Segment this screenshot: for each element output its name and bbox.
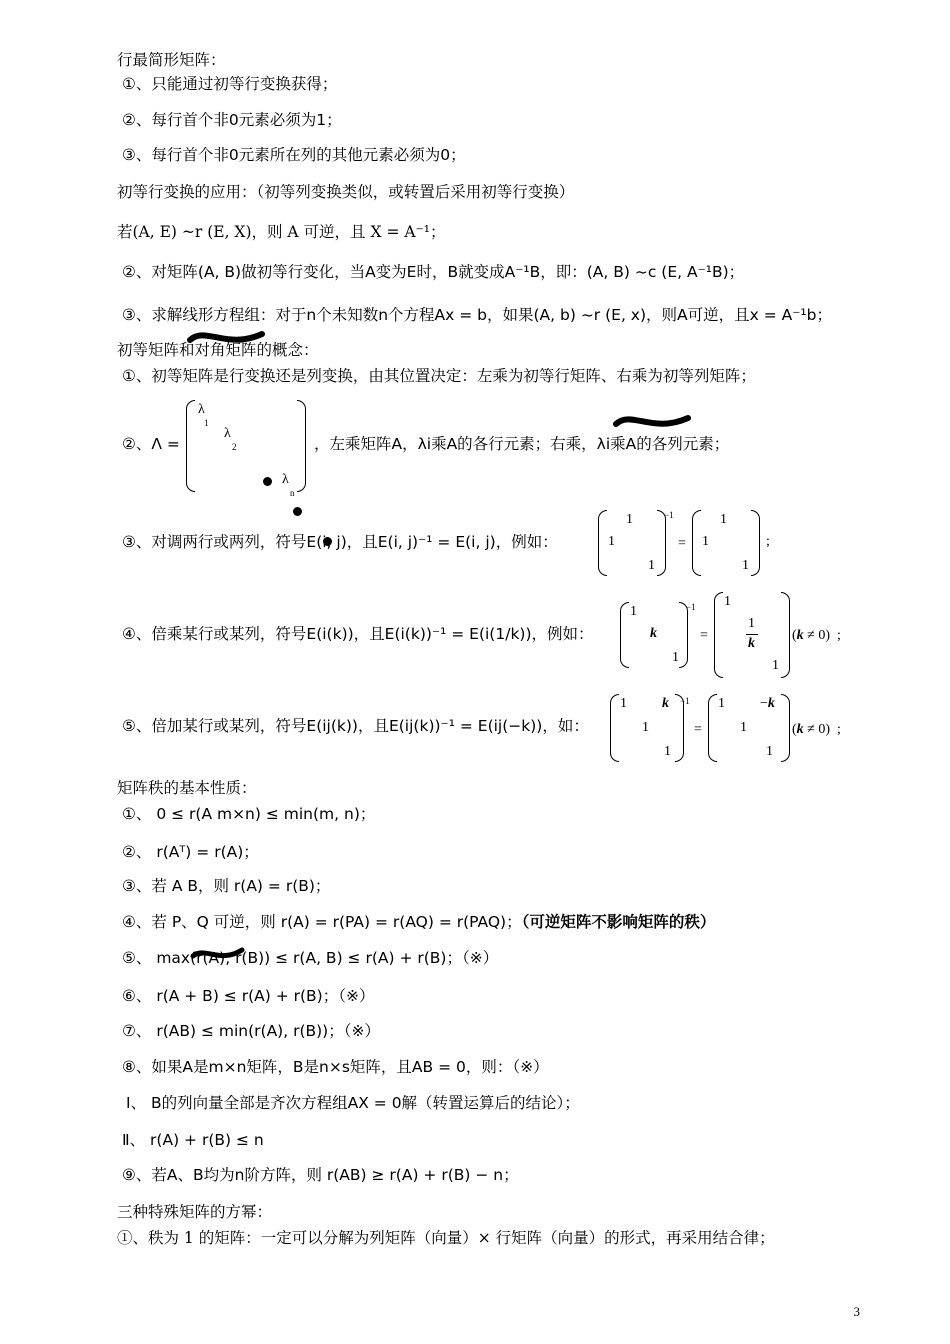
list-item: ①、 0 ≤ r(A m×n) ≤ min(m, n)； bbox=[122, 805, 376, 823]
list-item: ⑦、 r(AB) ≤ min(r(A), r(B))；（※） bbox=[122, 1022, 380, 1040]
list-item: 若(A, E) ~r (E, X)，则 A 可逆，且 X = A⁻¹； bbox=[117, 223, 446, 241]
add-matrix: 1 k 1 1 bbox=[610, 694, 684, 762]
list-item: ⑤、倍加某行或某列，符号E(ij(k))，且E(ij(k))⁻¹ = E(ij(−k))，如： bbox=[122, 717, 589, 735]
list-item: ②、 r(Aᵀ) = r(A)； bbox=[122, 843, 259, 861]
list-item bbox=[122, 912, 715, 932]
bold-note: （可逆矩阵不影响矩阵的秩） bbox=[521, 913, 716, 931]
list-item: ⑥、 r(A + B) ≤ r(A) + r(B)；（※） bbox=[122, 987, 375, 1005]
list-item: ③、每行首个非0元素所在列的其他元素必须为0； bbox=[122, 146, 466, 164]
list-item: ①、初等矩阵是行变换还是列变换，由其位置决定：左乘为初等行矩阵、右乘为初等列矩阵； bbox=[122, 367, 756, 385]
rank-item-4: ④、若 P、Q 可逆，则 r(A) = r(PA) = r(AQ) = r(PAQ)； bbox=[122, 913, 522, 931]
list-item: ②、每行首个非0元素必须为1； bbox=[122, 111, 342, 129]
list-item: ①、秩为 1 的矩阵：一定可以分解为列矩阵（向量）× 行矩阵（向量）的形式，再采用结合律； bbox=[117, 1229, 775, 1247]
list-item: ③、求解线形方程组：对于n个未知数n个方程Ax = b，如果(A, b) ~r (E, x)，则A可逆，且x = A⁻¹b； bbox=[122, 306, 832, 324]
page-number: 3 bbox=[853, 1304, 860, 1319]
section-title-power: 三种特殊矩阵的方幂： bbox=[117, 1203, 273, 1221]
lambda-label: ②、Λ = bbox=[122, 435, 180, 453]
section-title-elementary-transform: 初等行变换的应用：（初等列变换类似，或转置后采用初等行变换） bbox=[117, 183, 575, 201]
swap-matrix-inverse: 1 1 1 bbox=[692, 510, 760, 576]
list-item: ⑨、若A、B均为n阶方阵，则 r(AB) ≥ r(A) + r(B) − n； bbox=[122, 1166, 519, 1184]
list-item: ①、只能通过初等行变换获得； bbox=[122, 75, 338, 93]
tilde-scribble-icon bbox=[190, 944, 246, 964]
list-item: ③、对调两行或两列，符号E(i, j)，且E(i, j)⁻¹ = E(i, j)，例如： bbox=[122, 533, 558, 551]
scale-matrix: 1 k 1 bbox=[620, 602, 688, 668]
ellipsis-dot-icon bbox=[293, 507, 302, 516]
tilde-scribble-icon bbox=[612, 410, 692, 434]
list-item: ⑤、 max(r(A), r(B)) ≤ r(A, B) ≤ r(A) + r(B)；（※） bbox=[122, 949, 499, 967]
ellipsis-dot-icon bbox=[263, 477, 272, 486]
add-matrix-inverse: 1 −k 1 1 bbox=[708, 694, 790, 762]
section-title-rank: 矩阵秩的基本性质： bbox=[117, 779, 257, 797]
section-title-elementary-matrix: 初等矩阵和对角矩阵的概念： bbox=[117, 341, 319, 359]
list-item: ，左乘矩阵A，λi乘A的各行元素；右乘，λi乘A的各列元素； bbox=[314, 435, 730, 453]
list-item: ③、若 A B，则 r(A) = r(B)； bbox=[122, 877, 331, 895]
lambda-matrix: λ 1 λ 2 λ n bbox=[186, 400, 306, 492]
swap-matrix: 1 1 1 bbox=[598, 510, 666, 576]
list-item: Ⅰ、 B的列向量全部是齐次方程组AX = 0解（转置运算后的结论）； bbox=[126, 1094, 580, 1112]
list-item: ②、对矩阵(A, B)做初等行变化，当A变为E时，B就变成A⁻¹B，即：(A, B) ~c (E, A⁻¹B)； bbox=[122, 263, 745, 281]
list-item: ④、倍乘某行或某列，符号E(i(k))，且E(i(k))⁻¹ = E(i(1/k))，例如： bbox=[122, 625, 594, 643]
section-title-reduced-row: 行最简形矩阵： bbox=[117, 51, 226, 69]
scale-matrix-inverse: 1 1 k 1 bbox=[714, 592, 790, 678]
list-item: Ⅱ、 r(A) + r(B) ≤ n bbox=[122, 1131, 264, 1149]
list-item: ⑧、如果A是m×n矩阵，B是n×s矩阵，且AB = 0，则：（※） bbox=[122, 1058, 549, 1076]
